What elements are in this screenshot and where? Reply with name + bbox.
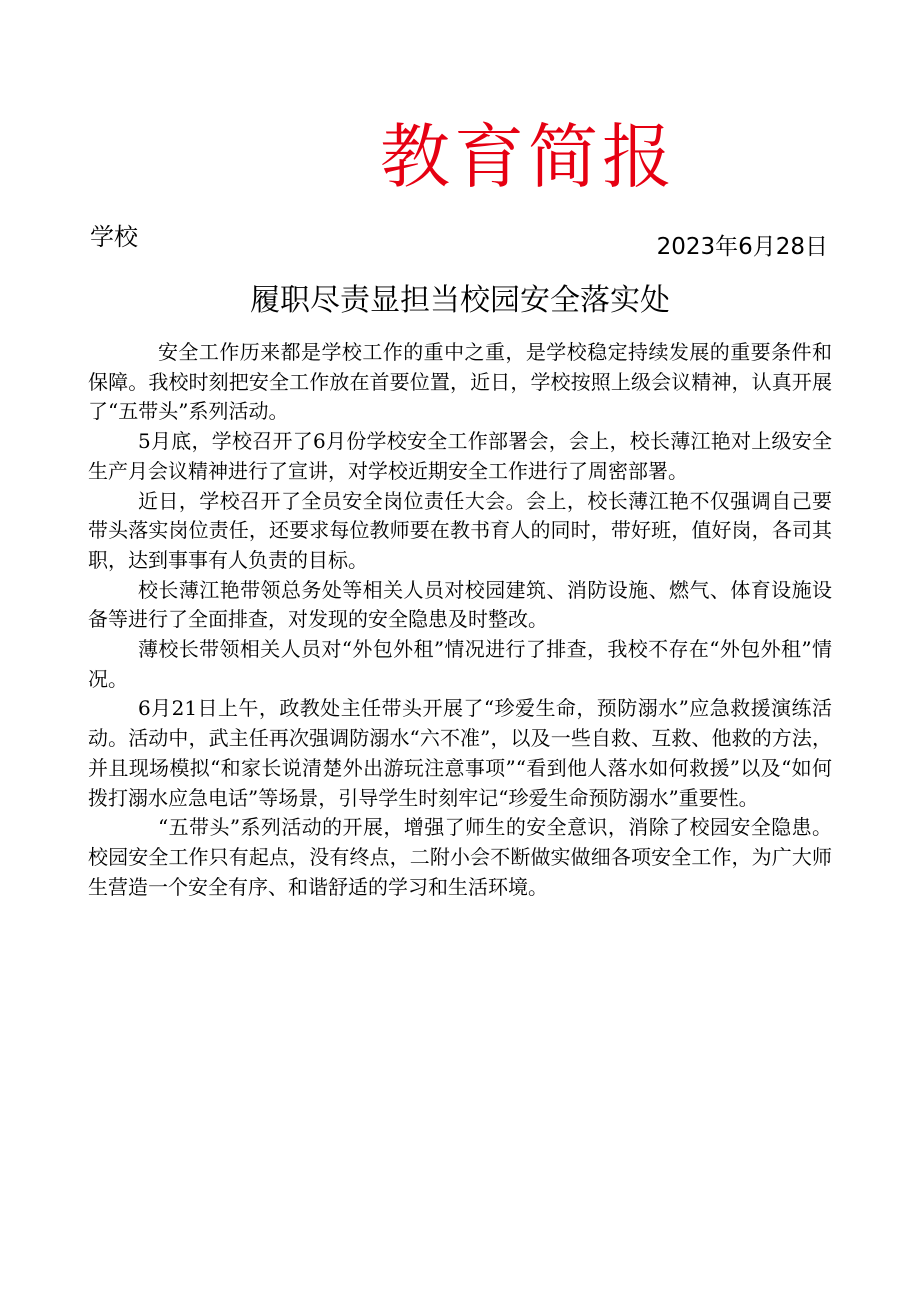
- paragraph: 5月底，学校召开了6月份学校安全工作部署会，会上，校长薄江艳对上级安全生产月会议精神进行了宣讲，对学校近期安全工作进行了周密部署。: [88, 429, 832, 483]
- article-headline: 履职尽责显担当校园安全落实处: [250, 283, 670, 318]
- paragraph: 安全工作历来都是学校工作的重中之重，是学校稳定持续发展的重要条件和保障。我校时刻把安全工作放在首要位置，近日，学校按照上级会议精神，认真开展了“五带头”系列活动。: [88, 340, 832, 424]
- article-body: [88, 338, 832, 902]
- issue-date: 2023年6月28日: [656, 234, 828, 260]
- paragraph: “五带头”系列活动的开展，增强了师生的安全意识，消除了校园安全隐患。校园安全工作只有起点，没有终点，二附小会不断做实做细各项安全工作，为广大师生营造一个安全有序、和谐舒适的学习和生活环境。: [88, 815, 832, 899]
- school-label: 学校: [90, 223, 138, 251]
- paragraph: 校长薄江艳带领总务处等相关人员对校园建筑、消防设施、燃气、体育设施设备等进行了全面排查，对发现的安全隐患及时整改。: [88, 577, 832, 632]
- paragraph: 近日，学校召开了全员安全岗位责任大会。会上，校长薄江艳不仅强调自己要带头落实岗位责任，还要求每位教师要在教书育人的同时，带好班，值好岗，各司其职，达到事事有人负责的目标。: [88, 488, 832, 572]
- newsletter-masthead: 教育简报: [380, 116, 676, 198]
- paragraph: 薄校长带领相关人员对“外包外租”情况进行了排查，我校不存在“外包外租”情况。: [88, 637, 832, 691]
- paragraph: 6月21日上午，政教处主任带头开展了“珍爱生命，预防溺水”应急救援演练活动。活动中，武主任再次强调防溺水“六不准”，以及一些自救、互救、他救的方法，并且现场模拟“和家长说清楚外出游玩注意事项”“看到他人落水如何救援”以及“如何拨打溺水应急电话”等场景，引导学生时刻牢记“珍爱生命预防溺水”重要性。: [88, 696, 832, 810]
